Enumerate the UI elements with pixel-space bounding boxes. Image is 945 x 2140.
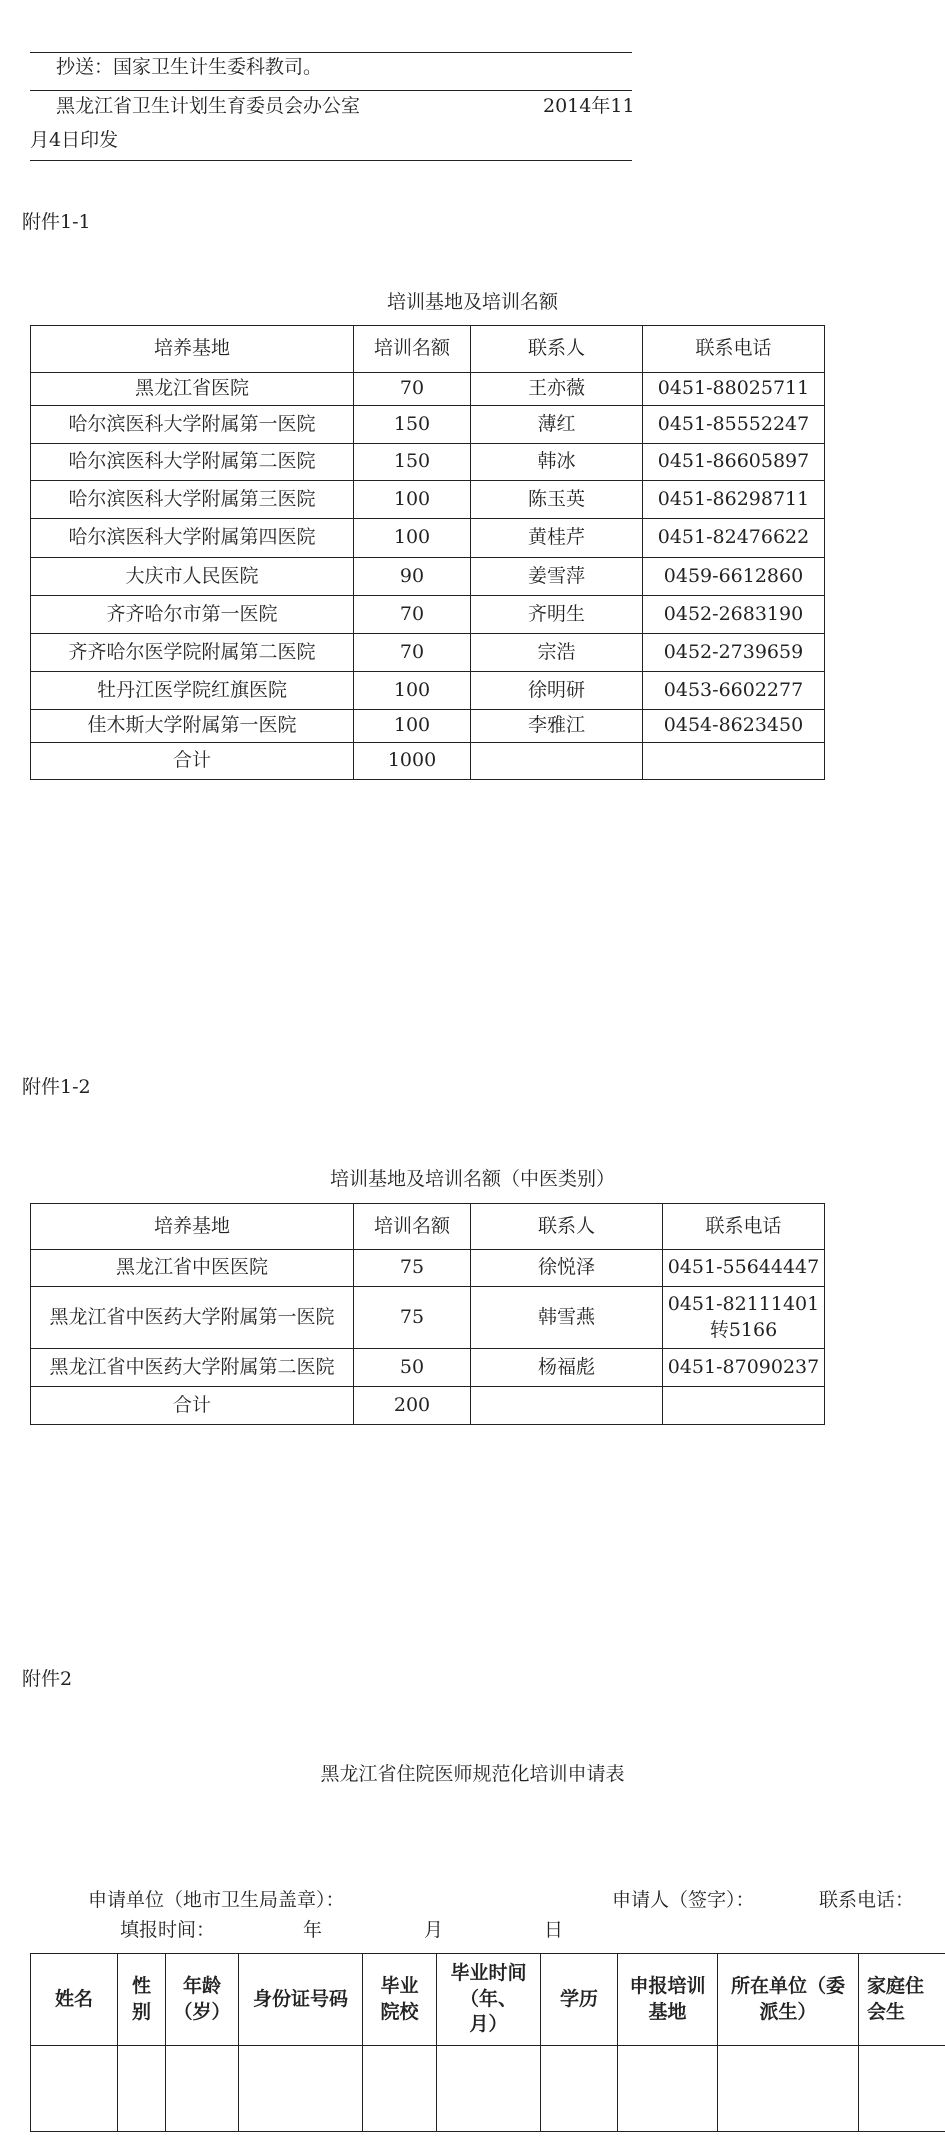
header-employer: 所在单位（委 派生） [718, 1954, 859, 2046]
table-row [31, 1349, 825, 1387]
annex1-2-label: 附件1-2 [22, 1076, 91, 1098]
phone-cell: 0451-82476622 [643, 519, 825, 558]
contact-cell: 韩雪燕 [471, 1287, 663, 1349]
header-family: 家庭住 会生 [859, 1954, 945, 2046]
contact-cell: 徐悦泽 [471, 1250, 663, 1287]
header-base: 培养基地 [31, 326, 354, 373]
phone-cell [643, 743, 825, 780]
table-row [31, 1250, 825, 1287]
base-cell: 哈尔滨医科大学附属第一医院 [31, 406, 354, 444]
annex1-2-title: 培训基地及培训名额（中医类别） [329, 1168, 615, 1190]
total-label-cell: 合计 [31, 1387, 354, 1425]
cc-line: 抄送：国家卫生计生委科教司。 [56, 56, 323, 78]
training-quota-table [30, 325, 825, 780]
fill-month-label: 月 [424, 1919, 444, 1941]
fill-year-label: 年 [303, 1919, 323, 1941]
table-header-row [31, 326, 825, 373]
quota-cell: 150 [354, 444, 471, 481]
phone-cell: 0451-85552247 [643, 406, 825, 444]
base-cell: 齐齐哈尔医学院附属第二医院 [31, 634, 354, 672]
education-input-cell[interactable] [541, 2046, 618, 2132]
quota-cell: 100 [354, 710, 471, 743]
age-input-cell[interactable] [166, 2046, 239, 2132]
annex2-label: 附件2 [22, 1668, 73, 1690]
quota-cell: 90 [354, 558, 471, 596]
issue-date-part2: 月4日印发 [30, 129, 119, 151]
table-header-row [31, 1204, 825, 1250]
phone-cell: 0451-86605897 [643, 444, 825, 481]
phone-cell: 0453-6602277 [643, 672, 825, 710]
table-row [31, 406, 825, 444]
base-cell: 牡丹江医学院红旗医院 [31, 672, 354, 710]
base-cell: 齐齐哈尔市第一医院 [31, 596, 354, 634]
annex1-1-label: 附件1-1 [22, 211, 91, 233]
graduate-school-input-cell[interactable] [363, 2046, 437, 2132]
quota-cell: 100 [354, 481, 471, 519]
phone-cell: 0451-86298711 [643, 481, 825, 519]
phone-cell: 0451-87090237 [663, 1349, 825, 1387]
header-name: 姓名 [31, 1954, 118, 2046]
phone-cell: 0451-88025711 [643, 373, 825, 406]
base-cell: 黑龙江省中医药大学附属第二医院 [31, 1349, 354, 1387]
contact-phone-label: 联系电话： [819, 1889, 915, 1911]
applicant-unit-label: 申请单位（地市卫生局盖章）： [88, 1889, 345, 1911]
quota-cell: 100 [354, 519, 471, 558]
employer-input-cell[interactable] [718, 2046, 859, 2132]
contact-cell: 陈玉英 [471, 481, 643, 519]
base-cell: 哈尔滨医科大学附属第二医院 [31, 444, 354, 481]
name-input-cell[interactable] [31, 2046, 118, 2132]
header-graduate-school: 毕业 院校 [363, 1954, 437, 2046]
header-training-base: 申报培训 基地 [618, 1954, 718, 2046]
base-cell: 大庆市人民医院 [31, 558, 354, 596]
base-cell: 哈尔滨医科大学附属第四医院 [31, 519, 354, 558]
base-cell: 佳木斯大学附属第一医院 [31, 710, 354, 743]
table-row [31, 1287, 825, 1349]
annex1-1-title: 培训基地及培训名额 [386, 291, 558, 313]
table-row [31, 672, 825, 710]
table-row [31, 444, 825, 481]
table-row [31, 634, 825, 672]
phone-cell: 0454-8623450 [643, 710, 825, 743]
quota-cell: 150 [354, 406, 471, 444]
header-quota: 培训名额 [354, 326, 471, 373]
header-id-number: 身份证号码 [239, 1954, 363, 2046]
header-base: 培养基地 [31, 1204, 354, 1250]
contact-cell [471, 743, 643, 780]
training-base-input-cell[interactable] [618, 2046, 718, 2132]
header-graduation-time: 毕业时间 （年、 月） [437, 1954, 541, 2046]
contact-cell: 齐明生 [471, 596, 643, 634]
quota-cell: 75 [354, 1250, 471, 1287]
quota-cell: 70 [354, 634, 471, 672]
header-education: 学历 [541, 1954, 618, 2046]
contact-cell: 薄红 [471, 406, 643, 444]
contact-cell: 宗浩 [471, 634, 643, 672]
base-cell: 黑龙江省中医医院 [31, 1250, 354, 1287]
quota-cell: 75 [354, 1287, 471, 1349]
blank-entry-row [31, 2046, 945, 2132]
table-row [31, 373, 825, 406]
base-cell: 黑龙江省中医药大学附属第一医院 [31, 1287, 354, 1349]
contact-cell: 黄桂芹 [471, 519, 643, 558]
contact-cell: 李雅江 [471, 710, 643, 743]
total-label-cell: 合计 [31, 743, 354, 780]
annex2-title: 黑龙江省住院医师规范化培训申请表 [320, 1763, 625, 1785]
gender-input-cell[interactable] [118, 2046, 166, 2132]
application-table-clip [30, 1953, 945, 2133]
header-gender: 性 别 [118, 1954, 166, 2046]
family-input-cell[interactable] [859, 2046, 945, 2132]
phone-cell: 0452-2739659 [643, 634, 825, 672]
phone-cell: 0451-55644447 [663, 1250, 825, 1287]
applicant-signature-label: 申请人（签字）： [612, 1889, 755, 1911]
footer-middle-rule [30, 90, 632, 91]
table-row [31, 481, 825, 519]
quota-cell: 70 [354, 373, 471, 406]
header-phone: 联系电话 [643, 326, 825, 373]
fill-day-label: 日 [544, 1919, 564, 1941]
table-row [31, 710, 825, 743]
application-form-table [30, 1953, 945, 2132]
header-contact: 联系人 [471, 326, 643, 373]
phone-cell: 0459-6612860 [643, 558, 825, 596]
contact-cell: 徐明研 [471, 672, 643, 710]
contact-cell: 王亦薇 [471, 373, 643, 406]
quota-cell: 100 [354, 672, 471, 710]
total-row [31, 1387, 825, 1425]
tcm-training-quota-table [30, 1203, 825, 1425]
total-quota-cell: 1000 [354, 743, 471, 780]
header-contact: 联系人 [471, 1204, 663, 1250]
base-cell: 哈尔滨医科大学附属第三医院 [31, 481, 354, 519]
contact-cell: 韩冰 [471, 444, 643, 481]
footer-top-rule [30, 52, 632, 53]
id-number-input-cell[interactable] [239, 2046, 363, 2132]
issuer-name: 黑龙江省卫生计划生育委员会办公室 [56, 95, 361, 117]
phone-cell: 0451-82111401 转5166 [663, 1287, 825, 1349]
contact-cell: 杨福彪 [471, 1349, 663, 1387]
contact-cell [471, 1387, 663, 1425]
phone-cell [663, 1387, 825, 1425]
table-row [31, 596, 825, 634]
total-row [31, 743, 825, 780]
graduation-time-input-cell[interactable] [437, 2046, 541, 2132]
header-quota: 培训名额 [354, 1204, 471, 1250]
fill-time-label: 填报时间： [120, 1919, 216, 1941]
quota-cell: 70 [354, 596, 471, 634]
table-row [31, 558, 825, 596]
table-header-row [31, 1954, 945, 2046]
total-quota-cell: 200 [354, 1387, 471, 1425]
footer-bottom-rule [30, 160, 632, 161]
header-phone: 联系电话 [663, 1204, 825, 1250]
table-row [31, 519, 825, 558]
base-cell: 黑龙江省医院 [31, 373, 354, 406]
quota-cell: 50 [354, 1349, 471, 1387]
contact-cell: 姜雪萍 [471, 558, 643, 596]
header-age: 年龄 （岁） [166, 1954, 239, 2046]
issue-date-part1: 2014年11 [543, 95, 635, 117]
phone-cell: 0452-2683190 [643, 596, 825, 634]
